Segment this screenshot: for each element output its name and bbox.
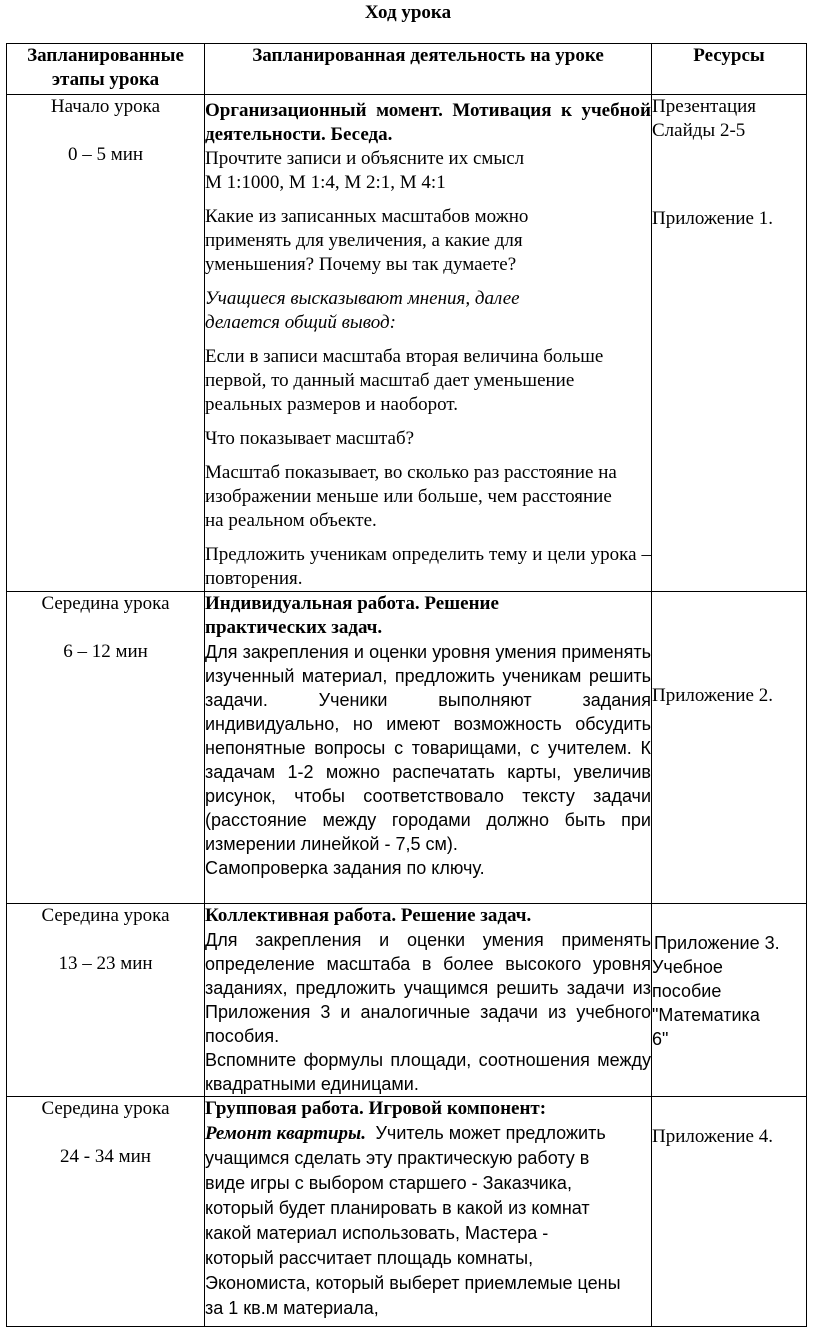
resources-cell <box>652 1097 807 1327</box>
stage-name: Середина урока <box>41 593 170 614</box>
activity-text: Что показывает масштаб? <box>205 428 415 449</box>
activity-cell <box>205 95 652 592</box>
resource-item: Приложение 4. <box>652 1126 773 1147</box>
activity-text: Для закрепления и оценки уровня умения применять изученный материал, предложить ученикам решить задачи. Ученики выполняют задания индивидуально, но имеют возможность обсудить непонятные вопросы с товарищами, с учителем. К задачам 1-2 можно распечатать карты, увеличив рисунок, чтобы соответствовало тексту задачи (расстояние между городами должно быть при измерении линейкой - 7,5 см). <box>205 642 651 854</box>
table-row <box>7 592 807 904</box>
activity-text: Самопроверка задания по ключу. <box>205 858 485 878</box>
table-row <box>7 1097 807 1327</box>
activity-text: Учитель может предложить учащимся сделать эту практическую работу в виде игры с выбором старшего - Заказчика, который будет планировать в какой из комнат какой материал использовать, Мастера - который рассчитает площадь комнаты, Экономиста, который выберет приемлемые цены за 1 кв.м материала, <box>205 1123 621 1318</box>
resources-cell <box>652 904 807 1097</box>
resources-cell <box>652 95 807 592</box>
resource-item: Приложение 1. <box>652 208 773 229</box>
header-resources: Ресурсы <box>652 44 807 95</box>
activity-cell <box>205 904 652 1097</box>
stage-cell <box>7 95 205 592</box>
activity-text: Учащиеся высказывают мнения, далее делается общий вывод: <box>205 288 520 333</box>
table-row <box>7 904 807 1097</box>
resource-item: Учебное пособие "Математика 6" <box>652 957 760 1049</box>
stage-time: 6 – 12 мин <box>63 641 148 662</box>
resources-cell <box>652 592 807 904</box>
resource-item: Презентация <box>652 96 757 117</box>
stage-time: 0 – 5 мин <box>67 144 144 165</box>
activity-text: Какие из записанных масштабов можно применять для увеличения, а какие для уменьшения? Почему вы так думаете? <box>205 206 529 275</box>
activity-text: Вспомните формулы площади, соотношения между квадратными единицами. <box>205 1050 651 1094</box>
activity-text: Предложить ученикам определить тему и цели урока – повторения. <box>205 544 651 589</box>
activity-heading: Коллективная работа. Решение задач. <box>205 905 532 926</box>
activity-heading: Индивидуальная работа. Решение практических задач. <box>205 593 499 638</box>
activity-cell <box>205 592 652 904</box>
stage-cell <box>7 904 205 1097</box>
stage-name: Середина урока <box>41 905 170 926</box>
activity-text: Если в записи масштаба вторая величина больше первой, то данный масштаб дает уменьшение реальных размеров и наоборот. <box>205 346 604 415</box>
stage-time: 24 - 34 мин <box>60 1146 151 1167</box>
resource-item: Слайды 2-5 <box>652 120 746 141</box>
activity-text: Масштаб показывает, во сколько раз расстояние на изображении меньше или больше, чем расстояние на реальном объекте. <box>205 462 617 531</box>
activity-cell: Групповая работа. Игровой компонент: Ремонт квартиры. Учитель может предложить учащимся сделать эту практическую работу в виде игры с выбором старшего - Заказчика, который будет планировать в какой из комнат какой материал использовать, Мастера - который рассчитает площадь комнаты, Экономиста, который выберет приемлемые цены за 1 кв.м материала, <box>205 1097 652 1327</box>
activity-text: Для закрепления и оценки умения применять определение масштаба в более высокого уровня заданиях, предложить учащимся решить задачи из Приложения 3 и аналогичные задачи из учебного пособия. <box>205 930 651 1046</box>
stage-cell <box>7 592 205 904</box>
table-row <box>7 95 807 592</box>
activity-text: Прочтите записи и объясните их смысл <box>205 148 525 169</box>
activity-heading: Групповая работа. Игровой компонент: <box>205 1098 547 1119</box>
activity-text: М 1:1000, М 1:4, М 2:1, М 4:1 <box>205 172 446 193</box>
activity-heading-italic: Ремонт квартиры <box>205 1123 362 1144</box>
activity-heading: Организационный момент. Мотивация к учебной деятельности. Беседа. <box>205 100 651 145</box>
resource-item: Приложение 2. <box>652 685 773 706</box>
stage-name: Начало урока <box>50 96 161 117</box>
header-stages: Запланированные этапы урока <box>7 44 205 95</box>
table-header-row <box>7 44 807 95</box>
stage-time: 13 – 23 мин <box>58 953 153 974</box>
resource-item: Приложение 3. <box>654 933 780 953</box>
page-title: Ход урока <box>364 2 452 23</box>
stage-name: Середина урока <box>41 1098 170 1119</box>
stage-cell <box>7 1097 205 1327</box>
header-activity: Запланированная деятельность на уроке <box>205 44 652 95</box>
lesson-table <box>6 43 807 1327</box>
